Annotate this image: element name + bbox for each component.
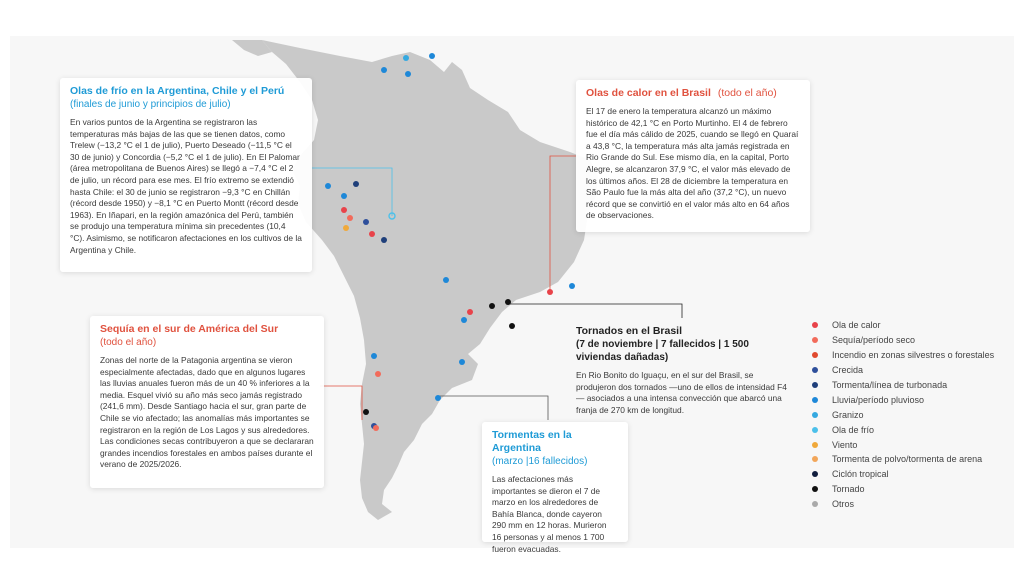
card-title: Olas de frío en la Argentina, Chile y el Perú (70, 85, 285, 97)
marker-tornado (363, 409, 369, 415)
legend-label: Tormenta/línea de turbonada (832, 380, 948, 390)
marker-tornado (489, 303, 495, 309)
marker-lluvia (381, 67, 387, 73)
marker-crecida (363, 219, 369, 225)
card-subtitle: (finales de junio y principios de julio) (70, 99, 231, 110)
legend-item (812, 407, 1012, 422)
card-title (586, 87, 800, 100)
legend-label: Crecida (832, 365, 864, 376)
legend-dot-icon (812, 337, 818, 343)
card-body: Las afectaciones más importantes se dieron el 7 de marzo en los alrededores de Bahía Blanca, donde cayeron 290 mm en 12 horas. Murieron 16 personas y al menos 1 700 fueron evacuadas. (492, 474, 607, 554)
card-subtitle: (todo el año) (717, 87, 777, 99)
marker-tornado (509, 323, 515, 329)
marker-ola-de-calor (467, 309, 473, 315)
map-legend (812, 318, 1012, 512)
marker-sequia (373, 425, 379, 431)
legend-dot-icon (812, 367, 818, 373)
marker-sequia (375, 371, 381, 377)
marker-lluvia (443, 277, 449, 283)
legend-dot-icon (812, 486, 818, 492)
legend-dot-icon (812, 471, 818, 477)
marker-lluvia (435, 395, 441, 401)
card-title-text: Olas de calor en el Brasil (586, 87, 711, 99)
card-title: Tormentas en la Argentina (492, 429, 572, 454)
legend-label: Ciclón tropical (832, 469, 889, 480)
connector-tormentas (438, 396, 548, 420)
legend-item (812, 318, 1012, 333)
legend-label: Lluvia/período pluvioso (832, 394, 925, 405)
marker-viento (343, 225, 349, 231)
marker-lluvia (325, 183, 331, 189)
legend-dot-icon (812, 456, 818, 462)
card-subtitle: (marzo |16 fallecidos) (492, 456, 588, 467)
legend-dot-icon (812, 382, 818, 388)
legend-dot-icon (812, 501, 818, 507)
legend-label: Sequía/período seco (832, 335, 916, 346)
legend-item (812, 348, 1012, 363)
card-tormentas (482, 422, 628, 554)
marker-tormenta (381, 237, 387, 243)
legend-label: Viento (832, 439, 858, 450)
legend-item (812, 378, 1012, 393)
legend-dot-icon (812, 322, 818, 328)
card-subtitle: (7 de noviembre | 7 fallecidos | 1 500 viviendas dañadas) (576, 339, 749, 363)
legend-label: Otros (832, 499, 855, 510)
card-subtitle: (todo el año) (100, 337, 157, 348)
card-body: Zonas del norte de la Patagonia argentina se vieron especialmente afectadas, dado que en algunos lugares las lluvias anuales fueron más de un 40 % inferiores a la media. Esquel vivió su año más seco jamás registrado (241,6 mm). Desde Santiago hacia el sur, gran parte de Chile se vio afectado; las anomalías más importantes se registraron en la región de Los Lagos y sus alrededores. Las condiciones secas contribuyeron a que se declararan grandes incendios forestales en ambos países durante el verano de 2025/2026. (100, 355, 314, 470)
legend-item (812, 482, 1012, 497)
card-body: En varios puntos de la Argentina se registraron las temperaturas más bajas de las que se tienen datos, como Trelew (−13,2 °C el 1 de julio), Puerto Deseado (−11,5 °C el 30 de junio) y Concordia (−5,2 °C el 1 de julio). En El Palomar (área metropolitana de Buenos Aires) se llegó a −7,4 °C el 2 de julio, un récord para ese mes. El frío extremo se extendió hasta Chile: el 30 de junio se registraron −9,3 °C en Chillán (récord desde 1950) y −8,1 °C en Puerto Montt (récord desde 1963). En Iñapari, en la región amazónica del Perú, también se produjo una temperatura mínima sin precedentes (10,4 °C). Asimismo, se notificaron afectaciones en los cultivos de la Argentina y Chile. (70, 117, 302, 255)
legend-item (812, 497, 1012, 512)
marker-lluvia (459, 359, 465, 365)
card-body: En Rio Bonito do Iguaçu, en el sur del Brasil, se produjeron dos tornados —uno de ellos de intensidad F4— asociados a una intensa convección que abarcó una franja de 270 km de longitud. (576, 370, 787, 415)
legend-item (812, 333, 1012, 348)
legend-item (812, 467, 1012, 482)
card-olas-de-calor (576, 80, 810, 232)
marker-ola-de-calor (547, 289, 553, 295)
connector-tornados (506, 304, 682, 318)
legend-dot-icon (812, 427, 818, 433)
marker-tormenta (353, 181, 359, 187)
legend-label: Incendio en zonas silvestres o forestales (832, 350, 995, 361)
card-sequia (90, 316, 324, 488)
legend-item (812, 422, 1012, 437)
marker-lluvia (371, 353, 377, 359)
marker-ola-de-calor (369, 231, 375, 237)
legend-label: Tormenta de polvo/tormenta de arena (832, 454, 983, 465)
legend-item (812, 392, 1012, 407)
marker-lluvia (461, 317, 467, 323)
marker-lluvia (341, 193, 347, 199)
connector-sequia (320, 386, 362, 420)
card-body: El 17 de enero la temperatura alcanzó un máximo histórico de 42,1 °C en Porto Murtinho. El 4 de febrero fue el día más cálido de 2025, cuando se llegó en Quaraí a 43,8 °C, la temperatura más alta jamás registrada en Rio Grande do Sul. Ese mismo día, en la capital, Porto Alegre, se alcanzaron 37,9 °C, el valor más elevado de los últimos años. El 28 de diciembre la temperatura en São Paulo fue la más alta del año (37,2 °C), un nuevo récord que se convirtió en el valor más alto en 64 años de observaciones. (586, 106, 799, 221)
legend-dot-icon (812, 412, 818, 418)
marker-lluvia (569, 283, 575, 289)
card-tornados (566, 318, 802, 418)
legend-label: Granizo (832, 409, 864, 420)
legend-item (812, 363, 1012, 378)
legend-item (812, 437, 1012, 452)
marker-granizo (403, 55, 409, 61)
legend-item (812, 452, 1012, 467)
legend-label: Ola de calor (832, 320, 881, 331)
marker-ola-de-calor (341, 207, 347, 213)
legend-dot-icon (812, 397, 818, 403)
legend-label: Tornado (832, 484, 865, 495)
legend-dot-icon (812, 442, 818, 448)
card-title: Sequía en el sur de América del Sur (100, 323, 279, 335)
legend-label: Ola de frío (832, 424, 875, 435)
legend-dot-icon (812, 352, 818, 358)
marker-tornado (505, 299, 511, 305)
marker-lluvia (429, 53, 435, 59)
card-title: Tornados en el Brasil (576, 325, 682, 337)
marker-lluvia (405, 71, 411, 77)
marker-sequia (347, 215, 353, 221)
card-olas-de-frio (60, 78, 312, 272)
